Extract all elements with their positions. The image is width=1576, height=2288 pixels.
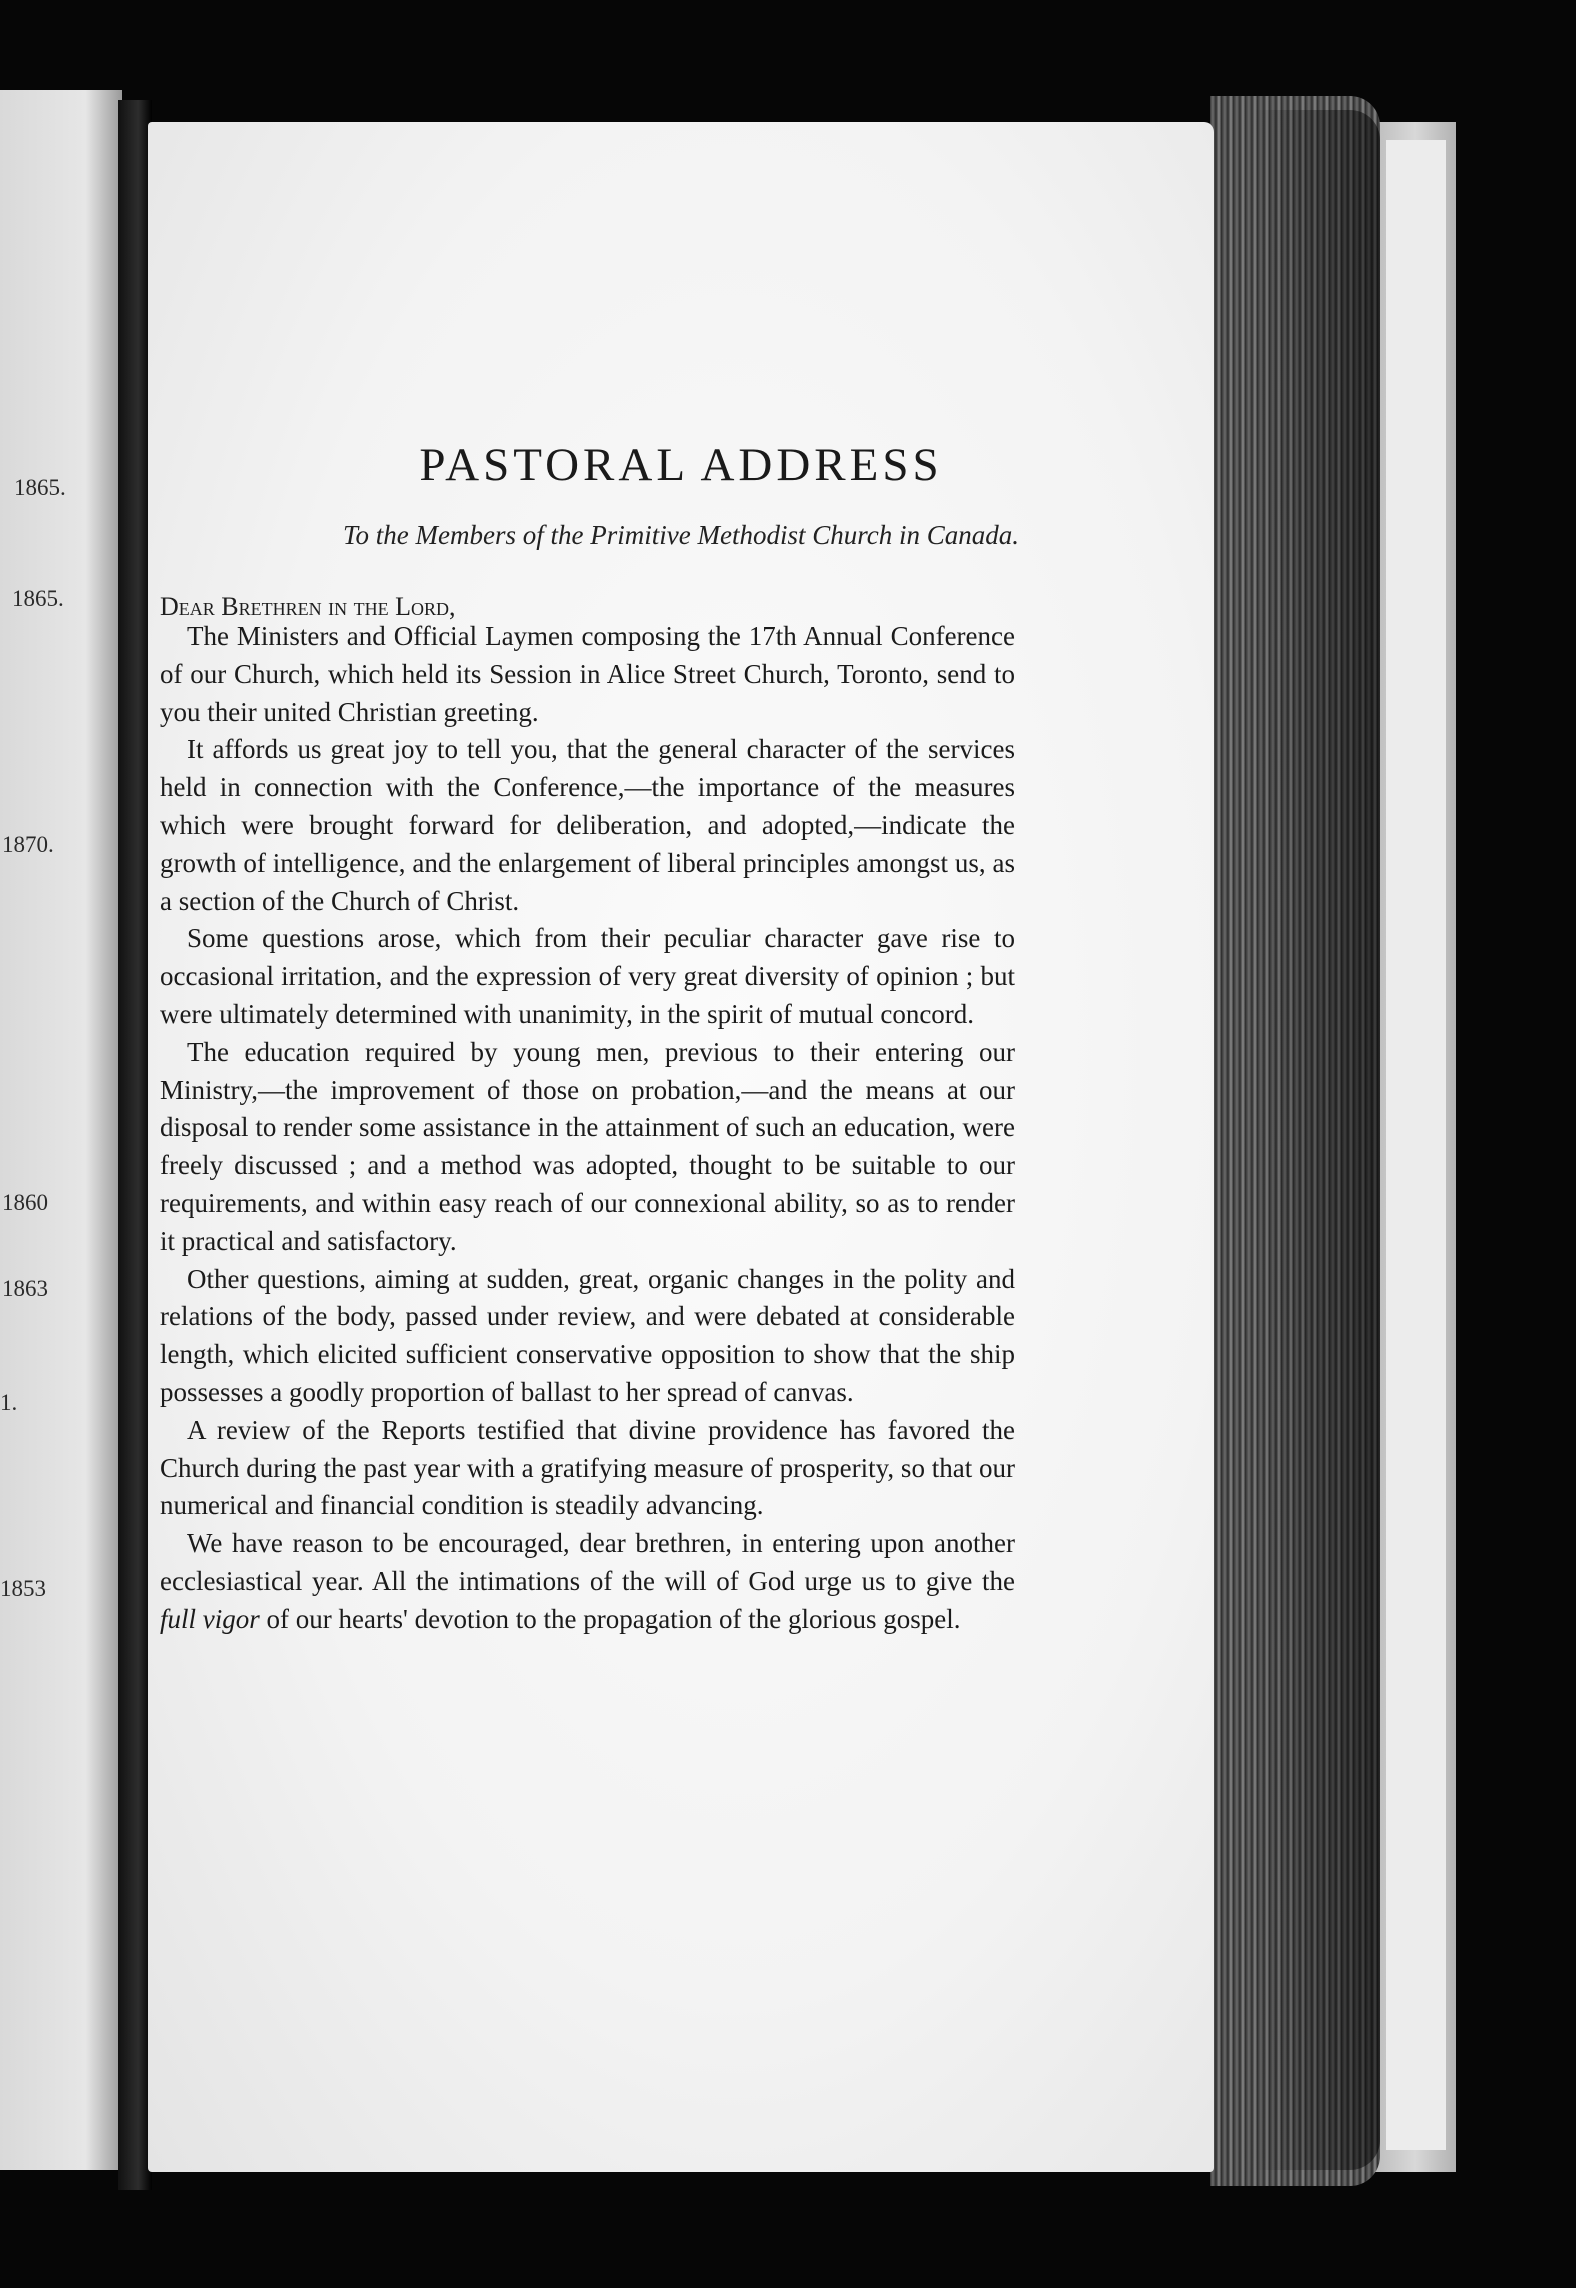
left-page — [0, 90, 122, 2170]
margin-year: 1865. — [14, 475, 66, 500]
margin-year: 1870. — [2, 832, 54, 857]
paragraph: A review of the Reports testified that divine providence has favored the Church during the past year with a gratifying measure of prosperity, so that our numerical and financial condition is steadily advancing. — [160, 1414, 1015, 1521]
margin-year: 1863 — [2, 1276, 48, 1301]
emphasis-text: full vigor — [160, 1603, 260, 1634]
page-title: PASTORAL ADDRESS — [419, 439, 943, 491]
address-body — [160, 618, 1015, 1639]
salutation: Dear Brethren in the Lord, — [160, 592, 456, 621]
margin-year: 1860 — [2, 1190, 48, 1215]
margin-year: 1. — [0, 1390, 18, 1415]
address-dedication: To the Members of the Primitive Methodist Church in Canada. — [343, 520, 1019, 550]
paragraph: It affords us great joy to tell you, that the general character of the services held in connection with the Conference,—the importance of the measures which were brought forward for deliberation, and adopted,—indicate the growth of intelligence, and the enlargement of liberal principles amongst us, as a section of the Church of Christ. — [160, 734, 1015, 916]
book-gutter — [118, 100, 152, 2190]
page-edges-shadow — [1250, 110, 1380, 2170]
paragraph-text: of our hearts' devotion to the propagation of the glorious gospel. — [259, 1603, 961, 1634]
paragraph-last — [160, 1525, 1015, 1638]
paragraph-text: We have reason to be encouraged, dear brethren, in entering upon another ecclesiastical year. All the intimations of the will of God urge us to give the — [160, 1528, 1015, 1596]
margin-year: 1853 — [0, 1576, 46, 1601]
margin-year: 1865. — [12, 586, 64, 611]
back-cover-inner — [1386, 140, 1446, 2150]
paragraph: Other questions, aiming at sudden, great, organic changes in the polity and relations of the body, passed under review, and were debated at considerable length, which elicited sufficient conservative opposition to show that the ship possesses a goodly proportion of ballast to her spread of canvas. — [160, 1263, 1015, 1407]
paragraph: Some questions arose, which from their peculiar character gave rise to occasional irritation, and the expression of very great diversity of opinion ; but were ultimately determined with unanimity, in the spirit of mutual concord. — [160, 923, 1015, 1029]
paragraph: The Ministers and Official Laymen composing the 17th Annual Conference of our Church, which held its Session in Alice Street Church, Toronto, send to you their united Christian greeting. — [160, 621, 1015, 727]
paragraph: The education required by young men, previous to their entering our Ministry,—the improvement of those on probation,—and the means at our disposal to render some assistance in the attainment of such an education, were freely discussed ; and a method was adopted, thought to be suitable to our requirements, and within easy reach of our connexional ability, so as to render it practical and satisfactory. — [160, 1036, 1015, 1256]
